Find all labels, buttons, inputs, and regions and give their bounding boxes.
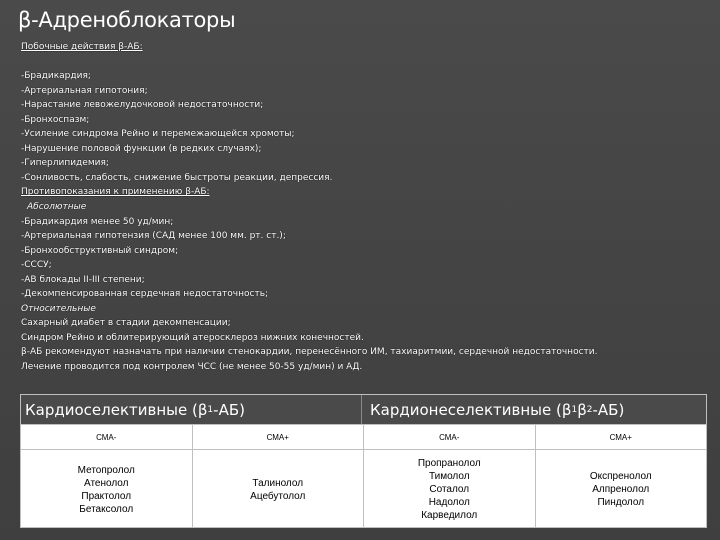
- drug-name: Карведилол: [421, 510, 478, 521]
- drug-name: Метопролол: [77, 464, 135, 476]
- table-row: [21, 425, 706, 450]
- text-line: -Сонливость, слабость, снижение быстроты реакции, депрессия.: [21, 172, 333, 183]
- drug-name: Соталол: [429, 484, 470, 495]
- header-left-sub1: 1: [207, 404, 214, 415]
- drug-name: Атенолол: [84, 477, 129, 489]
- drug-cell: [192, 450, 364, 527]
- text-line: -СССУ;: [21, 260, 52, 271]
- text-line: Лечение проводится под контролем ЧСС (не менее 50-55 уд/мин) и АД.: [21, 362, 363, 373]
- body-text: [21, 40, 711, 375]
- table-header: [21, 395, 706, 425]
- drug-name: Талинолол: [252, 477, 304, 489]
- sma-cell: СМА-: [96, 432, 117, 442]
- header-left-suffix: -АБ): [213, 400, 245, 419]
- header-right-sub1: 1: [571, 404, 578, 415]
- drug-name: Тимолол: [428, 471, 470, 482]
- text-line: Синдром Рейно и облитерирующий атеросклероз нижних конечностей.: [21, 332, 364, 343]
- sma-cell: СМА-: [363, 425, 535, 449]
- text-line: -Нарушение половой функции (в редких случаях);: [21, 143, 262, 154]
- text-line: -Гиперлипидемия;: [21, 158, 109, 169]
- text-line: -Нарастание левожелудочковой недостаточности;: [21, 100, 264, 111]
- drug-name: Ацебутолол: [250, 490, 306, 502]
- text-line: Побочные действия β-АБ:: [21, 42, 143, 52]
- text-line: Противопоказания к применению β-АБ:: [21, 187, 210, 198]
- text-line: -Декомпенсированная сердечная недостаточность;: [21, 289, 269, 300]
- drug-cell: [21, 450, 192, 527]
- text-line: -Артериальная гипотензия (САД менее 100 мм. рт. ст.);: [21, 231, 286, 242]
- header-noncardioselective: [361, 395, 706, 424]
- header-right-prefix: Кардионеселективные (β: [370, 400, 572, 419]
- header-right-mid: β: [577, 400, 587, 419]
- sma-cell: СМА+: [535, 425, 707, 449]
- text-line: Относительные: [21, 303, 96, 314]
- drug-name: Практолол: [81, 490, 132, 502]
- drug-cell: [535, 450, 707, 527]
- page-title: β-Адреноблокаторы: [18, 8, 236, 32]
- text-line: Абсолютные: [27, 202, 87, 213]
- text-line: -Брадикардия;: [21, 71, 91, 82]
- drug-name: Пропранолол: [417, 458, 481, 469]
- header-cardioselective: [21, 395, 361, 424]
- text-line: -Бронхоспазм;: [21, 114, 90, 125]
- sma-cell: СМА+: [192, 425, 364, 449]
- drug-cell: [363, 450, 535, 527]
- header-left-prefix: Кардиоселективные (β: [25, 400, 208, 419]
- text-line: -Артериальная гипотония;: [21, 85, 148, 96]
- text-line: -Усиление синдрома Рейно и перемежающейся хромоты;: [21, 129, 295, 140]
- drug-name: Бетаксолол: [79, 503, 134, 515]
- table-row: [21, 450, 706, 527]
- header-right-suffix: -АБ): [592, 400, 625, 419]
- header-right-sub2: 2: [586, 404, 593, 415]
- drug-name: Окспренолол: [589, 471, 652, 482]
- drug-name: Надолол: [428, 497, 470, 508]
- text-line: -Бронхообструктивный синдром;: [21, 245, 179, 256]
- text-line: -Брадикардия менее 50 уд/мин;: [21, 216, 174, 227]
- text-line: [21, 55, 711, 70]
- beta-blocker-table: [20, 394, 707, 528]
- drug-name: Алпренолол: [592, 484, 650, 495]
- text-line: -АВ блокады II-III степени;: [21, 274, 145, 285]
- text-line: Сахарный диабет в стадии декомпенсации;: [21, 318, 231, 329]
- drug-name: Пиндолол: [597, 497, 645, 508]
- text-line: β-АБ рекомендуют назначать при наличии стенокардии, перенесённого ИМ, тахиаритмии, сердечной недостаточности.: [21, 347, 598, 358]
